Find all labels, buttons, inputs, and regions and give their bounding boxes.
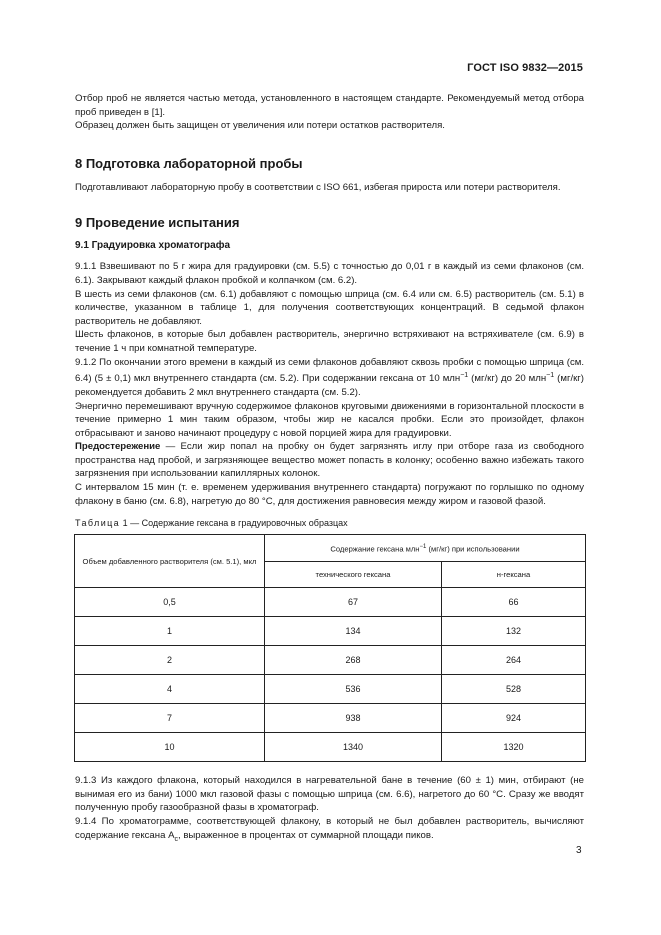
cell-technical-hexane: 67	[265, 588, 442, 617]
intro-paragraph-1: Отбор проб не является частью метода, установленного в настоящем стандарте. Рекомендуемый метод отбора проб приведен в [1].	[75, 93, 584, 118]
hexane-calibration-table	[74, 534, 586, 762]
paragraph-9-1-2b: Энергично перемешивают вручную содержимое флаконов круговыми движениями в горизонтальной плоскости в течение примерно 1 мин таким образом, чтобы жир не касался пробки. Если это произойдет, флакон отбрасывают и заново начинают процедуру с новой порцией жира для градуировки.	[75, 400, 584, 439]
table-row	[75, 646, 586, 675]
table-row	[75, 733, 586, 762]
cell-technical-hexane: 536	[265, 675, 442, 704]
page-content	[75, 92, 584, 846]
cell-n-hexane: 264	[442, 646, 586, 675]
section-8-title: 8 Подготовка лабораторной пробы	[75, 155, 303, 171]
paragraph-9-1-2c: С интервалом 15 мин (т. е. временем удерживания внутреннего стандарта) погружают по горлышко по одному флакону в баню (см. 6.8), нагретую до 80 °С, для достижения равновесия между жиром и газовой фазой.	[75, 482, 584, 507]
cell-volume: 1	[75, 617, 265, 646]
paragraph-9-1-4: 9.1.4 По хроматограмме, соответствующей флакону, в который не был добавлен растворитель, вычисляют содержание гексана $A_c$, выраженное в процентах от суммарной площади пиков.	[75, 816, 584, 843]
cell-volume: 4	[75, 675, 265, 704]
paragraph-9-1-1c: Шесть флаконов, в которые был добавлен растворитель, энергично встряхивают на встряхивателе (см. 6.9) в течение 1 ч при комнатной температуре.	[75, 329, 584, 354]
intro-paragraph-2: Образец должен быть защищен от увеличения или потери остатков растворителя.	[75, 120, 445, 132]
table-row	[75, 704, 586, 733]
cell-volume: 10	[75, 733, 265, 762]
cell-n-hexane: 66	[442, 588, 586, 617]
paragraph-9-1-1a: 9.1.1 Взвешивают по 5 г жира для градуировки (см. 5.5) с точностью до 0,01 г в каждый из семи флаконов (см. 6.1). Закрывают каждый флакон пробкой и колпачком (см. 6.2).	[75, 261, 584, 286]
cell-n-hexane: 924	[442, 704, 586, 733]
table-row	[75, 675, 586, 704]
cell-n-hexane: 132	[442, 617, 586, 646]
paragraph-9-1-3: 9.1.3 Из каждого флакона, который находился в нагревательной бане в течение (60 ± 1) мин, отбирают (не вынимая его из бани) 1000 мкл газовой фазы с помощью шприца (см. 6.6), нагретого до 60 °С. Сразу же вводят полученную пробу газообразной фазы в хроматограф.	[75, 775, 584, 814]
section-9-title: 9 Проведение испытания	[75, 215, 240, 231]
cell-technical-hexane: 268	[265, 646, 442, 675]
warning-label: Предостережение	[75, 441, 161, 453]
cell-volume: 2	[75, 646, 265, 675]
table-row	[75, 617, 586, 646]
table-1-caption: Таблица 1 — Содержание гексана в градуировочных образцах	[75, 518, 348, 529]
cell-volume: 0,5	[75, 588, 265, 617]
subsection-9-1-title: 9.1 Градуировка хроматографа	[75, 240, 231, 252]
cell-volume: 7	[75, 704, 265, 733]
column-header-n-hexane: н-гексана	[442, 562, 586, 588]
warning-paragraph: Предостережение — Если жир попал на пробку он будет загрязнять иглу при отборе газа из свободного пространства над пробой, и загрязняющее вещество может попасть в колонку; особенно важно избежать такого загрязнения при использовании капиллярных колонок.	[75, 441, 584, 480]
standard-id: ГОСТ ISO 9832—2015	[467, 62, 583, 74]
cell-technical-hexane: 938	[265, 704, 442, 733]
paragraph-9-1-1b: В шесть из семи флаконов (см. 6.1) добавляют с помощью шприца (см. 6.4 или см. 6.5) растворитель (см. 5.1) в количестве, указанном в таблице 1, для получения соответствующих концентраций. В седьмой флакон растворитель не добавляют.	[75, 288, 584, 327]
cell-technical-hexane: 134	[265, 617, 442, 646]
section-8-paragraph: Подготавливают лабораторную пробу в соответствии с ISO 661, избегая прироста или потери растворителя.	[75, 181, 561, 193]
column-header-volume: Объем добавленного растворителя (см. 5.1), мкл	[75, 535, 265, 588]
cell-technical-hexane: 1340	[265, 733, 442, 762]
paragraph-9-1-2a: 9.1.2 По окончании этого времени в каждый из семи флаконов добавляют сквозь пробки с помощью шприца (см. 6.4) (5 ± 0,1) мкл внутреннего стандарта (см. 5.2). При содержании гексана от 10 млн$^{-1}$ (мг/кг) до 20 млн$^{-1}$ (мг/кг) рекомендуется добавить 2 мкл внутреннего стандарта (см. 5.2).	[75, 356, 584, 398]
column-group-header-hexane: Содержание гексана млн$^{-1}$ (мг/кг) при использовании	[265, 535, 586, 562]
page-number: 3	[576, 845, 582, 856]
table-row	[75, 588, 586, 617]
cell-n-hexane: 528	[442, 675, 586, 704]
cell-n-hexane: 1320	[442, 733, 586, 762]
column-header-technical-hexane: технического гексана	[265, 562, 442, 588]
